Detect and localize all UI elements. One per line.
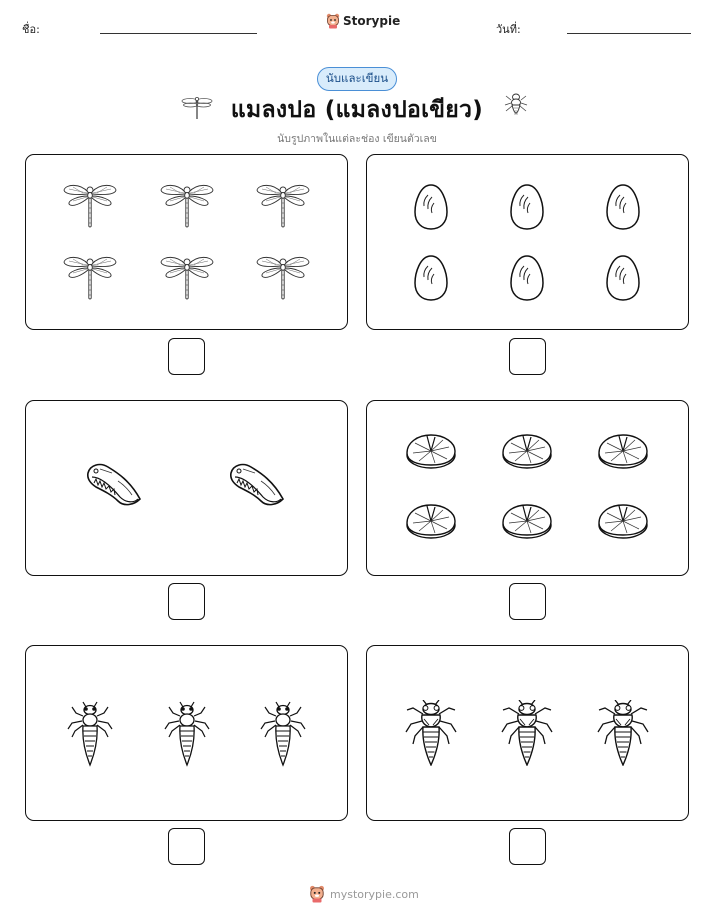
dragonfly-icon <box>256 253 310 301</box>
nymph-jaw-icon <box>84 459 144 514</box>
large-nymph-icon <box>499 700 555 766</box>
nymph-icon <box>163 701 211 767</box>
nymph-icon <box>259 701 307 767</box>
date-label: วันที่: <box>496 23 521 36</box>
large-nymph-icon <box>403 700 459 766</box>
dragonfly-icon <box>256 181 310 229</box>
count-panel-nymphs <box>25 645 348 821</box>
nymph-jaw-icon <box>227 459 287 514</box>
answer-box-eggs[interactable] <box>509 338 546 375</box>
egg-icon <box>604 253 642 303</box>
date-line[interactable] <box>567 33 691 34</box>
name-label: ชื่อ: <box>22 23 40 36</box>
nymph-icon <box>66 701 114 767</box>
bear-mascot-icon <box>309 885 325 903</box>
lily-pad-icon <box>405 501 457 541</box>
footer-site[interactable]: mystorypie.com <box>330 887 419 901</box>
brand-name: Storypie <box>343 14 401 28</box>
name-line[interactable] <box>100 33 257 34</box>
count-panel-eggs <box>366 154 689 330</box>
lily-pad-icon <box>501 431 553 471</box>
egg-icon <box>412 253 450 303</box>
count-panel-lily-pads <box>366 400 689 576</box>
dragonfly-icon <box>63 181 117 229</box>
answer-box-lily-pads[interactable] <box>509 583 546 620</box>
lily-pad-icon <box>597 501 649 541</box>
count-panel-large-nymphs <box>366 645 689 821</box>
instructions: นับรูปภาพในแต่ละช่อง เขียนตัวเลข <box>277 133 437 145</box>
answer-box-large-nymphs[interactable] <box>509 828 546 865</box>
count-panel-jaws <box>25 400 348 576</box>
egg-icon <box>604 182 642 232</box>
answer-box-jaws[interactable] <box>168 583 205 620</box>
dragonfly-icon <box>63 253 117 301</box>
lily-pad-icon <box>405 431 457 471</box>
answer-box-dragonflies[interactable] <box>168 338 205 375</box>
page-title: แมลงปอ (แมลงปอเขียว) <box>230 97 484 123</box>
nymph-icon <box>503 90 529 122</box>
answer-box-nymphs[interactable] <box>168 828 205 865</box>
lily-pad-icon <box>597 431 649 471</box>
activity-badge: นับและเขียน <box>317 67 397 91</box>
egg-icon <box>508 182 546 232</box>
large-nymph-icon <box>595 700 651 766</box>
count-panel-dragonflies <box>25 154 348 330</box>
bear-mascot-icon <box>326 13 340 29</box>
footer <box>309 885 419 903</box>
lily-pad-icon <box>501 501 553 541</box>
egg-icon <box>508 253 546 303</box>
brand-logo <box>326 13 400 29</box>
dragonfly-icon <box>160 181 214 229</box>
egg-icon <box>412 182 450 232</box>
dragonfly-icon <box>160 253 214 301</box>
